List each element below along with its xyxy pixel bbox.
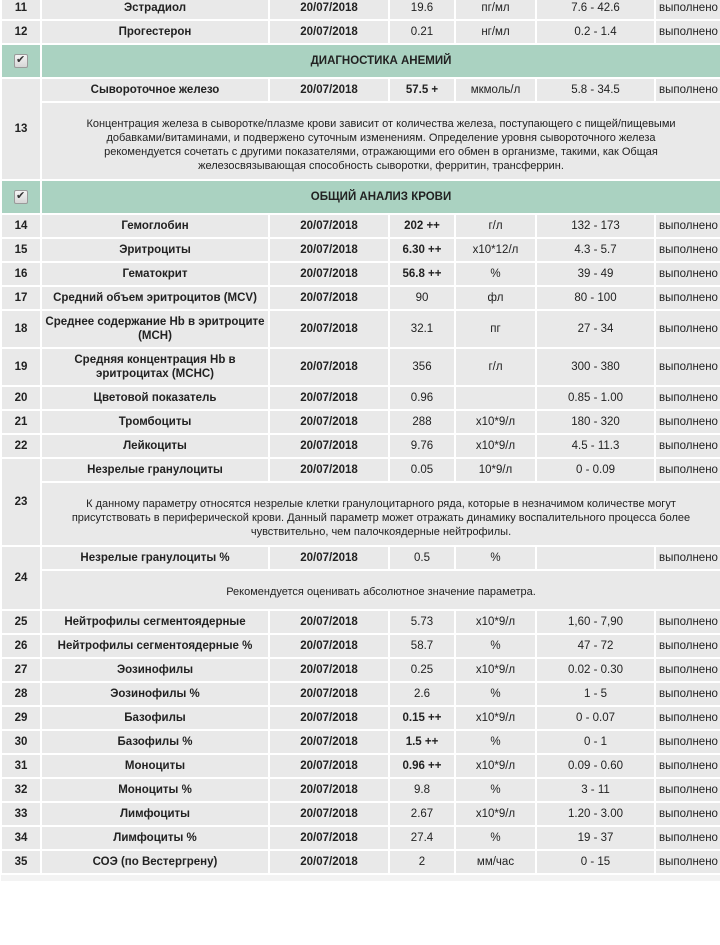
result-row [1,826,720,850]
result-row [1,348,720,386]
result-unit: х10*9/л [455,754,536,778]
row-number: 28 [1,682,41,706]
table-bottom-edge [1,874,720,881]
result-value: 32.1 [389,310,455,348]
status-label: выполнено [655,610,720,634]
section-title: ОБЩИЙ АНАЛИЗ КРОВИ [41,180,720,214]
section-checkbox-cell[interactable] [1,44,41,78]
result-row [1,214,720,238]
status-label: выполнено [655,658,720,682]
result-unit: х10*9/л [455,434,536,458]
result-value-abnormal: 6.30 ++ [389,238,455,262]
status-label: выполнено [655,634,720,658]
test-date: 20/07/2018 [269,262,389,286]
row-number: 35 [1,850,41,874]
test-name: Цветовой показатель [41,386,269,410]
result-row [1,310,720,348]
test-date: 20/07/2018 [269,778,389,802]
row-number: 22 [1,434,41,458]
test-name: Моноциты % [41,778,269,802]
row-number: 19 [1,348,41,386]
result-unit: мм/час [455,850,536,874]
result-value: 9.76 [389,434,455,458]
result-row [1,634,720,658]
test-name: Гемоглобин [41,214,269,238]
row-number: 17 [1,286,41,310]
result-value-abnormal: 202 ++ [389,214,455,238]
status-label: выполнено [655,286,720,310]
result-row [1,658,720,682]
status-label: выполнено [655,386,720,410]
reference-range: 1.20 - 3.00 [536,802,655,826]
test-date: 20/07/2018 [269,682,389,706]
test-date: 20/07/2018 [269,386,389,410]
reference-range: 0 - 0.07 [536,706,655,730]
reference-range: 47 - 72 [536,634,655,658]
test-date: 20/07/2018 [269,458,389,482]
status-label: выполнено [655,214,720,238]
result-value-abnormal: 0.96 ++ [389,754,455,778]
test-date: 20/07/2018 [269,730,389,754]
reference-range: 80 - 100 [536,286,655,310]
result-value-abnormal: 0.15 ++ [389,706,455,730]
test-date: 20/07/2018 [269,286,389,310]
test-name: Незрелые гранулоциты % [41,546,269,570]
test-name: Нейтрофилы сегментоядерные % [41,634,269,658]
result-value: 0.5 [389,546,455,570]
status-label: выполнено [655,850,720,874]
row-number: 24 [1,546,41,610]
test-date: 20/07/2018 [269,706,389,730]
test-date: 20/07/2018 [269,754,389,778]
row-number: 13 [1,78,41,180]
section-header [1,44,720,78]
result-value: 2.67 [389,802,455,826]
reference-range: 1 - 5 [536,682,655,706]
result-row [1,778,720,802]
test-name: СОЭ (по Вестергрену) [41,850,269,874]
result-unit: х10*12/л [455,238,536,262]
reference-range: 19 - 37 [536,826,655,850]
test-name: Гематокрит [41,262,269,286]
result-value: 58.7 [389,634,455,658]
result-row [1,850,720,874]
result-unit: пг/мл [455,0,536,20]
test-date: 20/07/2018 [269,658,389,682]
result-unit: х10*9/л [455,802,536,826]
reference-range: 0.02 - 0.30 [536,658,655,682]
result-value-abnormal: 56.8 ++ [389,262,455,286]
result-unit: х10*9/л [455,610,536,634]
result-unit: г/л [455,214,536,238]
result-unit: % [455,682,536,706]
reference-range: 0.2 - 1.4 [536,20,655,44]
row-number: 12 [1,20,41,44]
test-name: Лимфоциты % [41,826,269,850]
reference-range: 0.09 - 0.60 [536,754,655,778]
test-date: 20/07/2018 [269,238,389,262]
row-number: 23 [1,458,41,546]
test-note: Концентрация железа в сыворотке/плазме крови зависит от количества железа, поступающего с пищей/пищевыми добавками/витаминами, и подвержено суточным изменениям. Определение уровня сывороточного железа рекомендуется сочетать с другими показателями, отражающими его обмен в организме, такими, как Общая железосвязывающая способность сыворотки, ферритин, трансферрин. [86,118,676,172]
row-number: 14 [1,214,41,238]
test-name: Эозинофилы % [41,682,269,706]
result-value: 2.6 [389,682,455,706]
reference-range: 5.8 - 34.5 [536,78,655,102]
result-unit: х10*9/л [455,706,536,730]
result-unit: пг [455,310,536,348]
status-label: выполнено [655,310,720,348]
reference-range: 39 - 49 [536,262,655,286]
result-unit: % [455,730,536,754]
result-row [1,78,720,102]
status-label: выполнено [655,348,720,386]
test-name: Прогестерон [41,20,269,44]
result-unit: х10*9/л [455,410,536,434]
test-name: Эозинофилы [41,658,269,682]
test-date: 20/07/2018 [269,850,389,874]
row-number: 25 [1,610,41,634]
result-row [1,754,720,778]
result-row [1,238,720,262]
test-name: Базофилы % [41,730,269,754]
result-unit: нг/мл [455,20,536,44]
status-label: выполнено [655,754,720,778]
reference-range: 27 - 34 [536,310,655,348]
section-title: ДИАГНОСТИКА АНЕМИЙ [41,44,720,78]
reference-range: 132 - 173 [536,214,655,238]
test-name: Среднее содержание Hb в эритроците (MCH) [41,310,269,348]
test-name: Эстрадиол [41,0,269,20]
result-row [1,458,720,482]
section-checkbox-cell[interactable] [1,180,41,214]
result-value: 27.4 [389,826,455,850]
row-number: 26 [1,634,41,658]
row-number: 15 [1,238,41,262]
result-unit: х10*9/л [455,658,536,682]
result-value: 356 [389,348,455,386]
reference-range: 0 - 15 [536,850,655,874]
result-unit: г/л [455,348,536,386]
result-row [1,730,720,754]
status-label: выполнено [655,706,720,730]
status-label: выполнено [655,826,720,850]
result-value: 90 [389,286,455,310]
reference-range: 4.3 - 5.7 [536,238,655,262]
row-number: 29 [1,706,41,730]
test-name: Моноциты [41,754,269,778]
status-label: выполнено [655,78,720,102]
reference-range [536,546,655,570]
test-date: 20/07/2018 [269,78,389,102]
row-number: 16 [1,262,41,286]
note-row [1,102,720,180]
test-name: Эритроциты [41,238,269,262]
test-name: Средняя концентрация Hb в эритроцитах (MCHC) [41,348,269,386]
section-checkbox[interactable] [14,54,28,68]
note-cell [41,102,720,180]
result-unit [455,386,536,410]
status-label: выполнено [655,434,720,458]
reference-range: 180 - 320 [536,410,655,434]
status-label: выполнено [655,546,720,570]
status-label: выполнено [655,0,720,20]
note-cell [41,570,720,610]
reference-range: 0 - 1 [536,730,655,754]
test-date: 20/07/2018 [269,410,389,434]
result-row [1,0,720,20]
result-row [1,386,720,410]
result-unit: мкмоль/л [455,78,536,102]
table-bottom-edge-cell [1,874,720,881]
test-name: Тромбоциты [41,410,269,434]
result-row [1,262,720,286]
result-value: 9.8 [389,778,455,802]
test-date: 20/07/2018 [269,214,389,238]
row-number: 30 [1,730,41,754]
status-label: выполнено [655,238,720,262]
test-name: Сывороточное железо [41,78,269,102]
test-date: 20/07/2018 [269,434,389,458]
result-value: 0.05 [389,458,455,482]
test-date: 20/07/2018 [269,826,389,850]
result-value: 0.21 [389,20,455,44]
test-name: Лейкоциты [41,434,269,458]
test-name: Средний объем эритроцитов (MCV) [41,286,269,310]
result-value: 5.73 [389,610,455,634]
test-date: 20/07/2018 [269,20,389,44]
result-unit: % [455,826,536,850]
result-value-abnormal: 57.5 + [389,78,455,102]
reference-range: 4.5 - 11.3 [536,434,655,458]
reference-range: 0.85 - 1.00 [536,386,655,410]
status-label: выполнено [655,410,720,434]
result-unit: % [455,778,536,802]
reference-range: 7.6 - 42.6 [536,0,655,20]
test-name: Базофилы [41,706,269,730]
result-row [1,706,720,730]
test-date: 20/07/2018 [269,348,389,386]
test-date: 20/07/2018 [269,802,389,826]
row-number: 18 [1,310,41,348]
note-row [1,570,720,610]
result-row [1,682,720,706]
result-unit: фл [455,286,536,310]
row-number: 21 [1,410,41,434]
reference-range: 300 - 380 [536,348,655,386]
result-row [1,546,720,570]
status-label: выполнено [655,778,720,802]
row-number: 31 [1,754,41,778]
section-header [1,180,720,214]
reference-range: 1,60 - 7,90 [536,610,655,634]
reference-range: 3 - 11 [536,778,655,802]
row-number: 34 [1,826,41,850]
status-label: выполнено [655,730,720,754]
test-date: 20/07/2018 [269,546,389,570]
row-number: 32 [1,778,41,802]
status-label: выполнено [655,20,720,44]
lab-results-body [1,0,720,881]
note-row [1,482,720,546]
test-date: 20/07/2018 [269,310,389,348]
result-row [1,434,720,458]
row-number: 11 [1,0,41,20]
result-unit: % [455,546,536,570]
result-unit: % [455,262,536,286]
test-date: 20/07/2018 [269,610,389,634]
result-row [1,20,720,44]
result-value: 2 [389,850,455,874]
row-number: 33 [1,802,41,826]
test-name: Лимфоциты [41,802,269,826]
reference-range: 0 - 0.09 [536,458,655,482]
result-value-abnormal: 1.5 ++ [389,730,455,754]
test-note: К данному параметру относятся незрелые клетки гранулоцитарного ряда, которые в незначимом количестве могут присутствовать в периферической крови. Данный параметр может отражать динамику воспалительного процесса более чувствительно, чем палочкоядерные нейтрофилы. [71,498,691,538]
test-date: 20/07/2018 [269,634,389,658]
result-value: 19.6 [389,0,455,20]
result-unit: % [455,634,536,658]
status-label: выполнено [655,458,720,482]
row-number: 27 [1,658,41,682]
result-row [1,802,720,826]
result-value: 0.25 [389,658,455,682]
result-unit: 10*9/л [455,458,536,482]
test-date: 20/07/2018 [269,0,389,20]
status-label: выполнено [655,262,720,286]
test-name: Нейтрофилы сегментоядерные [41,610,269,634]
result-value: 0.96 [389,386,455,410]
status-label: выполнено [655,682,720,706]
row-number: 20 [1,386,41,410]
status-label: выполнено [655,802,720,826]
result-row [1,610,720,634]
result-value: 288 [389,410,455,434]
note-cell [41,482,720,546]
section-checkbox[interactable] [14,190,28,204]
result-row [1,410,720,434]
result-row [1,286,720,310]
test-name: Незрелые гранулоциты [41,458,269,482]
test-note: Рекомендуется оценивать абсолютное значение параметра. [226,586,536,598]
